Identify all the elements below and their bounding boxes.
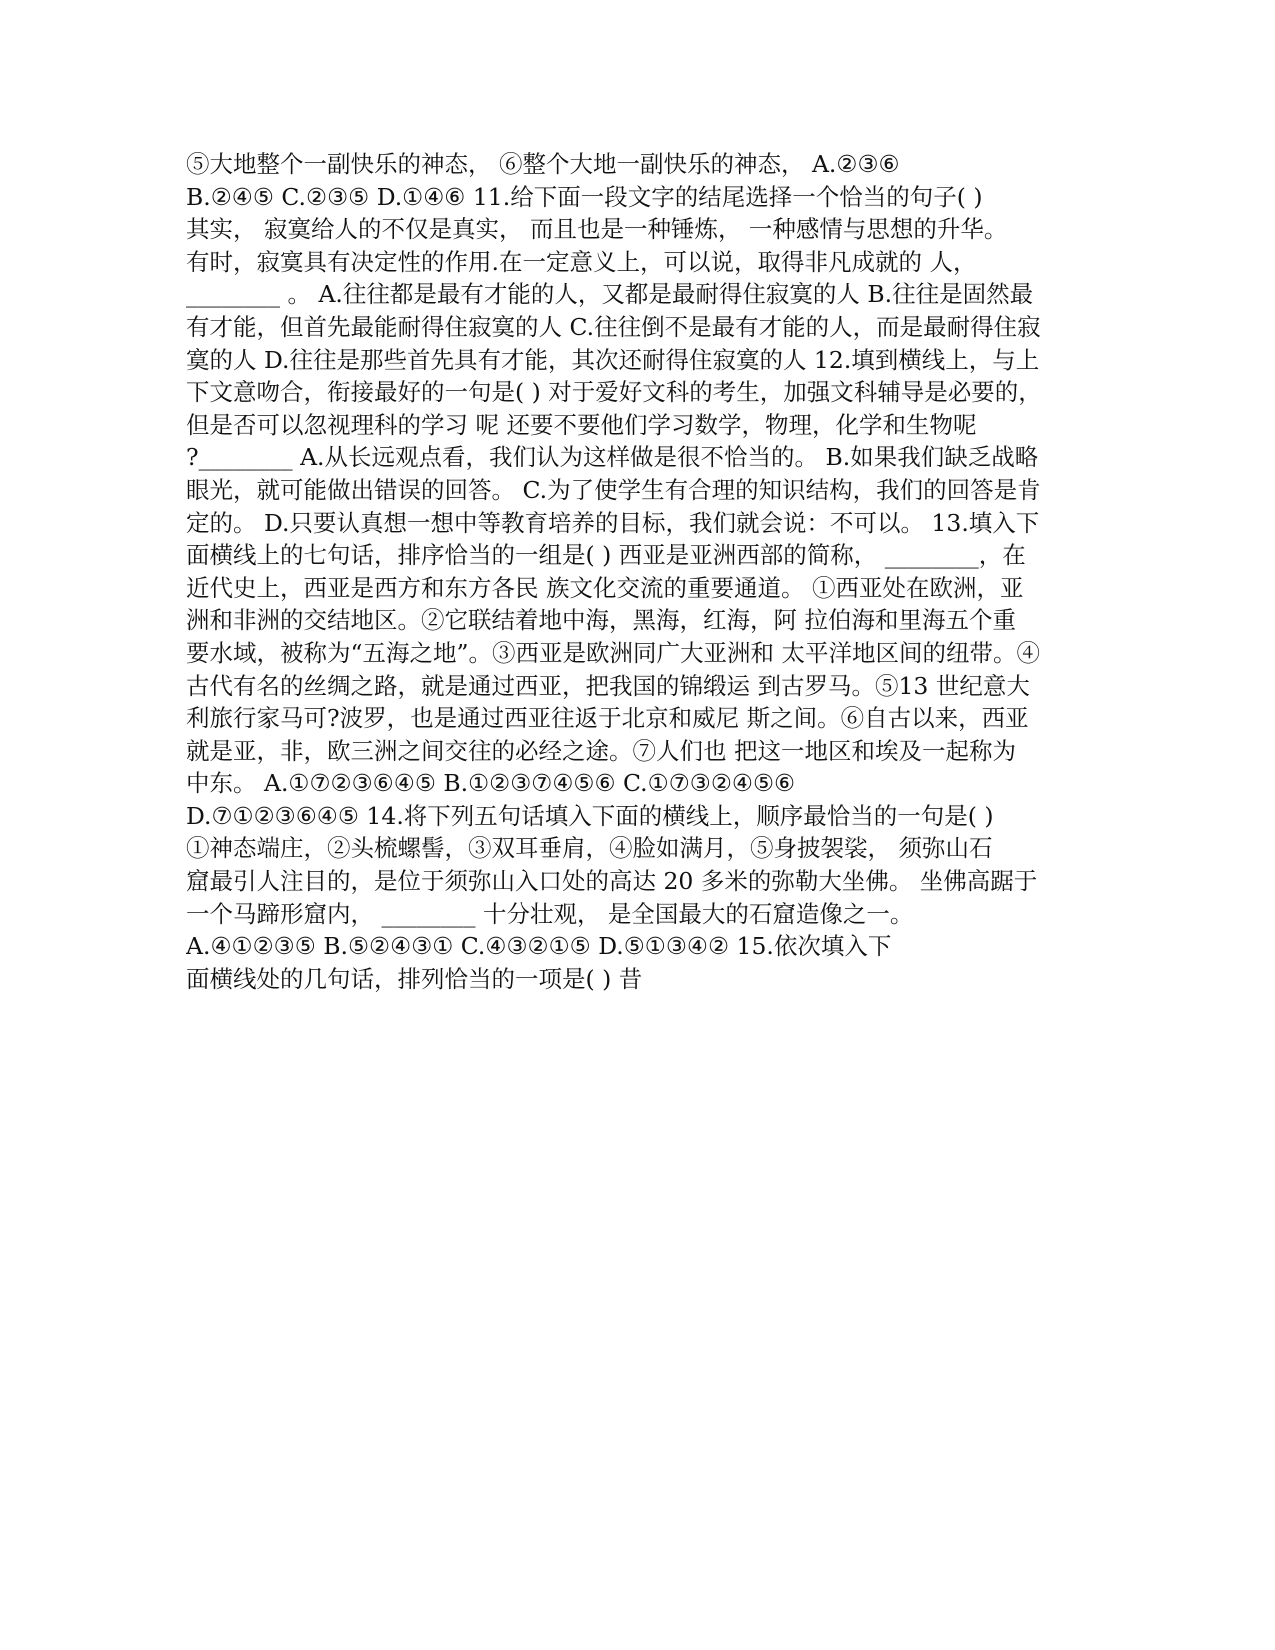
- text-line: 就是亚，非，欧三洲之间交往的必经之途。⑦人们也 把这一地区和埃及一起称为: [186, 736, 1016, 765]
- text-line: 中东。 A.①⑦②③⑥④⑤ B.①②③⑦④⑤⑥ C.①⑦③②④⑤⑥: [186, 769, 796, 798]
- text-line: 面横线处的几句话，排列恰当的一项是( ) 昔: [186, 964, 643, 993]
- text-line: 下文意吻合，衔接最好的一句是( ) 对于爱好文科的考生，加强文科辅导是必要的，: [186, 378, 1042, 407]
- text-line: 一个马蹄形窟内， ________ 十分壮观， 是全国最大的石窟造像之一。: [186, 899, 914, 928]
- text-line: 要水域，被称为“五海之地”。③西亚是欧洲同广大亚洲和 太平洋地区间的纽带。④: [186, 638, 1040, 667]
- text-line: 寞的人 D.往往是那些首先具有才能，其次还耐得住寂寞的人 12.填到横线上，与上: [186, 345, 1040, 374]
- text-line: 洲和非洲的交结地区。②它联结着地中海，黑海，红海，阿 拉伯海和里海五个重: [186, 606, 1016, 635]
- text-line: B.②④⑤ C.②③⑤ D.①④⑥ 11.给下面一段文字的结尾选择一个恰当的句子( ): [186, 182, 983, 211]
- text-line: 眼光，就可能做出错误的回答。 C.为了使学生有合理的知识结构，我们的回答是肯: [186, 475, 1041, 504]
- text-line: 利旅行家马可?波罗，也是通过西亚往返于北京和威尼 斯之间。⑥自古以来，西亚: [186, 704, 1029, 733]
- text-line: ?________ A.从长远观点看，我们认为这样做是很不恰当的。 B.如果我们缺乏战略: [186, 443, 1039, 472]
- text-line: 其实， 寂寞给人的不仅是真实， 而且也是一种锤炼， 一种感情与思想的升华。: [186, 215, 1008, 244]
- text-line: 面横线上的七句话，排序恰当的一组是( ) 西亚是亚洲西部的简称， ________，在: [186, 541, 1026, 570]
- text-line: ⑤大地整个一副快乐的神态， ⑥整个大地一副快乐的神态， A.②③⑥: [186, 150, 900, 178]
- document-text-block: [186, 148, 1096, 995]
- text-line: A.④①②③⑤ B.⑤②④③① C.④③②①⑤ D.⑤①③④② 15.依次填入下: [186, 932, 892, 961]
- text-line: 定的。 D.只要认真想一想中等教育培养的目标，我们就会说：不可以。 13.填入下: [186, 508, 1040, 537]
- text-line: 窟最引人注目的，是位于须弥山入口处的高达 20 多米的弥勒大坐佛。 坐佛高踞于: [186, 867, 1038, 896]
- text-line: ①神态端庄，②头梳螺髻，③双耳垂肩，④脸如满月，⑤身披袈裟， 须弥山石: [186, 834, 993, 863]
- text-line: 古代有名的丝绸之路，就是通过西亚，把我国的锦缎运 到古罗马。⑤13 世纪意大: [186, 671, 1030, 700]
- text-line: 有时，寂寞具有决定性的作用.在一定意义上，可以说，取得非凡成就的 人，: [186, 247, 977, 276]
- text-line: 近代史上，西亚是西方和东方各民 族文化交流的重要通道。 ①西亚处在欧洲，亚: [186, 573, 1024, 602]
- text-line: D.⑦①②③⑥④⑤ 14.将下列五句话填入下面的横线上，顺序最恰当的一句是( ): [186, 801, 994, 830]
- text-line: 但是否可以忽视理科的学习 呢 还要不要他们学习数学，物理，化学和生物呢: [186, 410, 977, 439]
- text-line: ________ 。 A.往往都是最有才能的人，又都是最耐得住寂寞的人 B.往往是固然最: [186, 280, 1034, 309]
- text-line: 有才能，但首先最能耐得住寂寞的人 C.往往倒不是最有才能的人，而是最耐得住寂: [186, 312, 1041, 341]
